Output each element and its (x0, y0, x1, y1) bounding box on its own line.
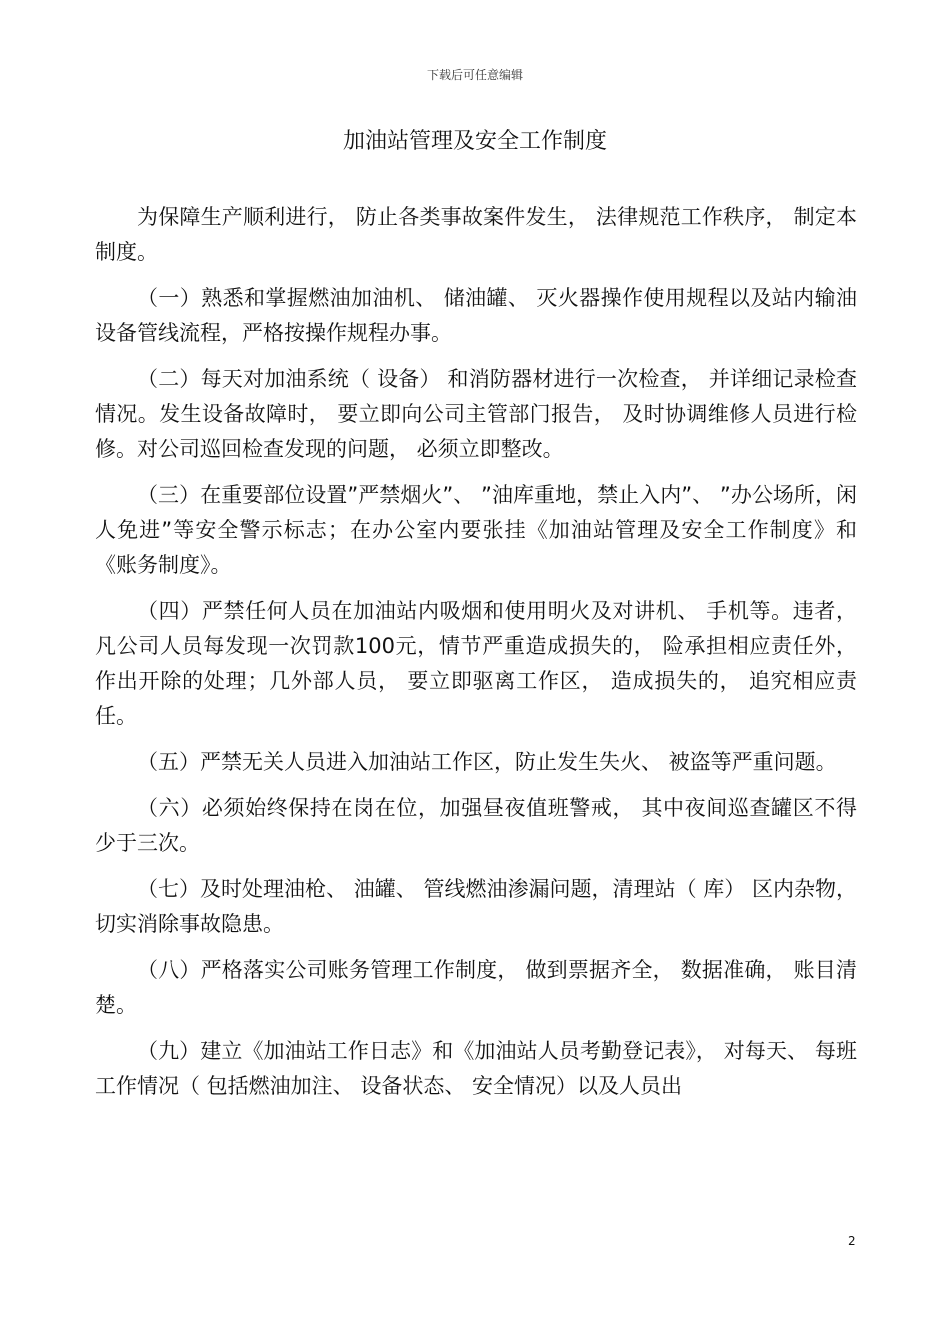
paragraph-item-4: （四）严禁任何人员在加油站内吸烟和使用明火及对讲机、 手机等。违者，凡公司人员每发现一次罚款100元，情节严重造成损失的， 险承担相应责任外， 作出开除的处理；几外部人员， 要立即驱离工作区， 造成损失的， 追究相应责任。 (95, 599, 857, 728)
paragraph-item-7: （七）及时处理油枪、 油罐、 管线燃油渗漏问题，清理站（ 库） 区内杂物，切实消除事故隐患。 (95, 877, 857, 936)
page-number: 2 (848, 1234, 856, 1248)
paragraph-item-9: （九）建立《加油站工作日志》和《加油站人员考勤登记表》， 对每天、 每班工作情况（ 包括燃油加注、 设备状态、 安全情况）以及人员出 (95, 1039, 857, 1098)
paragraph-item-1: （一）熟悉和掌握燃油加油机、 储油罐、 灭火器操作使用规程以及站内输油设备管线流程，严格按操作规程办事。 (95, 286, 857, 345)
paragraph-item-5: （五）严禁无关人员进入加油站工作区，防止发生失火、 被盗等严重问题。 (137, 750, 837, 774)
header-note: 下载后可任意编辑 (426, 68, 523, 82)
paragraph-item-2: （二）每天对加油系统（ 设备） 和消防器材进行一次检查， 并详细记录检查情况。发生设备故障时， 要立即向公司主管部门报告， 及时协调维修人员进行检修。对公司巡回检查发现的问题， 必须立即整改。 (95, 367, 857, 461)
paragraph-intro: 为保障生产顺利进行， 防止各类事故案件发生， 法律规范工作秩序， 制定本制度。 (95, 205, 857, 264)
document-title: 加油站管理及安全工作制度 (342, 129, 607, 154)
paragraph-item-3: （三）在重要部位设置”严禁烟火”、 ”油库重地，禁止入内”、 ”办公场所，闲人免进”等安全警示标志；在办公室内要张挂《加油站管理及安全工作制度》和《账务制度》。 (95, 483, 857, 577)
document-body (95, 200, 857, 1115)
paragraph-item-6: （六）必须始终保持在岗在位，加强昼夜值班警戒， 其中夜间巡查罐区不得少于三次。 (95, 796, 857, 855)
paragraph-item-8: （八）严格落实公司账务管理工作制度， 做到票据齐全， 数据准确， 账目清楚。 (95, 958, 857, 1017)
